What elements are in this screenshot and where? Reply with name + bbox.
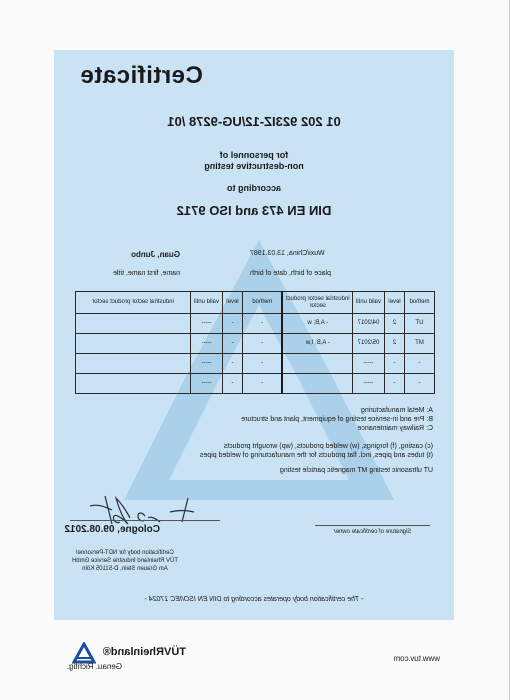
cert-body-line2: TÜV Rheinland Industrie Service GmbH [71, 558, 179, 564]
table-cell: - [385, 354, 405, 374]
table-cell: ----- [353, 354, 385, 374]
standard-title: DIN EN 473 and ISO 9712 [176, 203, 332, 218]
table-cell: MT [405, 334, 435, 354]
table-cell: - [223, 334, 243, 354]
brand-tagline: Genau. Richtig. [66, 662, 122, 671]
table-cell [76, 354, 191, 374]
owner-signature-line [315, 525, 430, 526]
table-cell: - [385, 374, 405, 394]
table-cell: - [243, 374, 283, 394]
table-cell: 05/2017 [353, 334, 385, 354]
place-and-date: Cologne, 09.08.2012 [64, 524, 160, 535]
table-cell: - [405, 374, 435, 394]
for-personnel-line2: non-destructive testing [204, 161, 304, 171]
certificate-number: 01 202 923IZ-12/UG-9278 /01 [167, 114, 341, 129]
header-method-2: method [243, 292, 283, 314]
birth-info-label: place of birth, date of birth [250, 270, 331, 277]
table-cell [283, 374, 353, 394]
table-row [76, 354, 435, 374]
product-note: (c) casting, (f) forgings, (w) welded products, (wp) wrought products [223, 443, 433, 450]
header-valid-2: valid until [191, 292, 223, 314]
header-valid: valid until [353, 292, 385, 314]
cert-body-line1: Certification body for NDT-Personnel [76, 550, 174, 556]
table-cell [283, 354, 353, 374]
website-link[interactable]: www.tuv.com [393, 654, 440, 663]
cert-body-line3: Am Grauen Stein, D-51105 Köln [82, 566, 168, 572]
notes-block [73, 406, 433, 475]
accreditation-footnote: - The certification body operates according to DIN EN ISO/IEC 17024 - [144, 596, 364, 603]
tuv-logo [36, 641, 186, 681]
certificate-title: Certificate [80, 62, 203, 89]
table-cell [76, 314, 191, 334]
owner-signature-label: Signature of certificate owner [333, 529, 412, 535]
table-cell: - [243, 314, 283, 334]
sector-note: A: Metal manufacturing [361, 407, 433, 414]
issuer-signature-line [70, 520, 220, 521]
table-cell: 2 [385, 314, 405, 334]
table-cell: ----- [191, 354, 223, 374]
according-to-text: according to [227, 183, 282, 193]
brand-name: TÜVRheinland® [102, 646, 186, 658]
table-cell: - A,B; f,w [283, 334, 353, 354]
table-cell: UT [405, 314, 435, 334]
sector-note: B: Pre and in-service testing of equipment, plant and structure [241, 416, 433, 423]
birth-info: Wuxi/China, 13.03.1987 [250, 250, 325, 257]
methods-table [75, 291, 435, 394]
table-cell: - A,B; w [283, 314, 353, 334]
methods-table-header [76, 292, 435, 314]
table-cell: 2 [385, 334, 405, 354]
product-note: (t) tubes and pipes, incl. flat products for the manufacturing of welded pipes [199, 452, 433, 459]
table-cell: - [243, 354, 283, 374]
table-cell: - [223, 354, 243, 374]
method-abbreviation-note: UT ultrasonic testing MT magnetic particle testing [279, 467, 433, 474]
table-cell: ----- [191, 334, 223, 354]
sector-note: C: Railway maintenance [357, 425, 433, 432]
table-cell: - [405, 354, 435, 374]
table-cell [76, 334, 191, 354]
header-level-2: level [223, 292, 243, 314]
table-cell: ----- [191, 374, 223, 394]
header-sector-2: industrial sector product sector [76, 292, 191, 314]
table-cell [76, 374, 191, 394]
table-row [76, 314, 435, 334]
header-method: method [405, 292, 435, 314]
table-cell: 04/2017 [353, 314, 385, 334]
table-row [76, 374, 435, 394]
table-cell: - [223, 314, 243, 334]
header-level: level [385, 292, 405, 314]
holder-name-label: name, first name, title [113, 270, 180, 277]
header-sector: industrial sector product sector [283, 292, 353, 314]
holder-name: Guan, Junbo [131, 250, 180, 259]
for-personnel-text [58, 150, 450, 172]
certification-body-address [70, 549, 180, 573]
table-cell: ----- [191, 314, 223, 334]
for-personnel-line1: for personnel of [219, 150, 289, 160]
table-cell: - [243, 334, 283, 354]
table-row [76, 334, 435, 354]
table-cell: ----- [353, 374, 385, 394]
table-cell: - [223, 374, 243, 394]
